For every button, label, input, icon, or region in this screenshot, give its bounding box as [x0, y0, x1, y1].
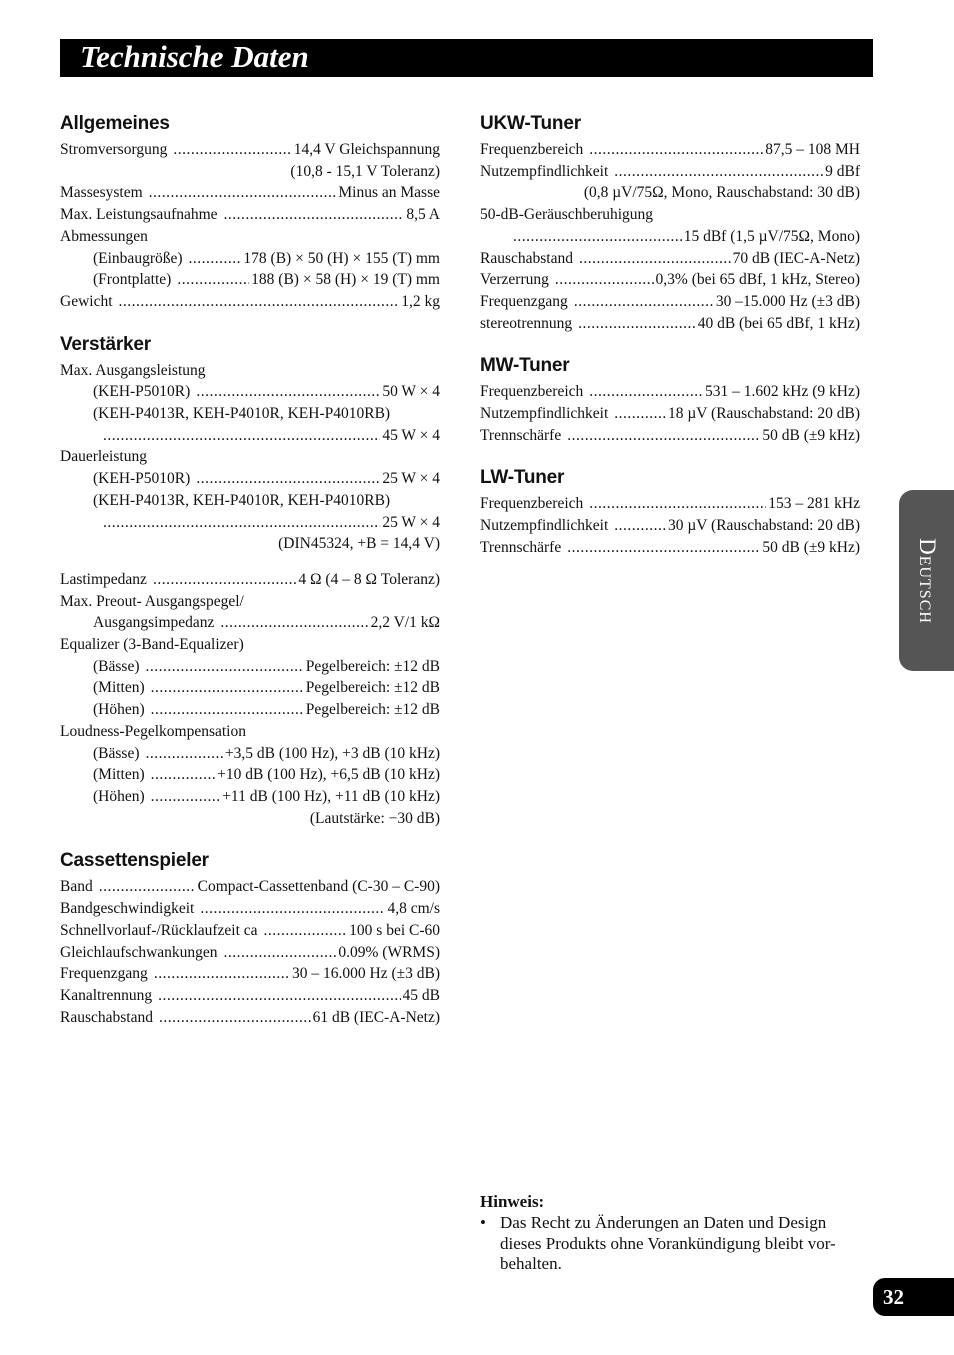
- section-lw-tuner: [480, 466, 860, 558]
- section-heading: LW-Tuner: [480, 467, 565, 489]
- spec-row: (KEH-P5010R) ..... 25 W × 4: [60, 468, 440, 490]
- spec-row: (Lautstärke: −30 dB): [309, 809, 440, 827]
- spec-row: Frequenzbereich ..... 87,5 – 108 MH: [480, 139, 860, 161]
- spec-row: (Mitten) ..... +10 dB (100 Hz), +6,5 dB (10 kHz): [60, 764, 440, 786]
- spec-row: Frequenzgang ..... 30 –15.000 Hz (±3 dB): [480, 291, 860, 313]
- spec-row: (0,8 µV/75Ω, Mono, Rauschabstand: 30 dB): [583, 184, 860, 202]
- spec-row: Bandgeschwindigkeit ..... 4,8 cm/s: [60, 898, 440, 920]
- spec-row: Gewicht ..... 1,2 kg: [60, 291, 440, 313]
- spec-row: Nutzempfindlichkeit ..... 30 µV (Rauschabstand: 20 dB): [480, 515, 860, 537]
- language-tab: [899, 490, 954, 671]
- spec-row: Trennschärfe ..... 50 dB (±9 kHz): [480, 537, 860, 559]
- title-bar: [60, 39, 873, 77]
- spec-row: Max. Preout- Ausgangspegel/: [60, 592, 244, 610]
- section-heading: UKW-Tuner: [480, 113, 581, 134]
- left-column: [60, 112, 440, 1048]
- section-heading: Verstärker: [60, 333, 151, 355]
- spec-row: (DIN45324, +B = 14,4 V): [278, 535, 440, 553]
- right-column: [480, 112, 860, 579]
- spec-row: (KEH-P4013R, KEH-P4010R, KEH-P4010RB): [93, 491, 391, 509]
- spec-row: 50-dB-Geräuschberuhigung: [480, 206, 654, 224]
- spec-row: Stromversorgung ..... 14,4 V Gleichspannung: [60, 139, 440, 161]
- spec-row: Nutzempfindlichkeit ..... 18 µV (Rauschabstand: 20 dB): [480, 403, 860, 425]
- spec-row: Equalizer (3-Band-Equalizer): [60, 636, 244, 654]
- language-tab-label: Deutsch: [914, 537, 940, 624]
- spec-row: (Bässe) ..... Pegelbereich: ±12 dB: [60, 656, 440, 678]
- spec-row: (Höhen) ..... Pegelbereich: ±12 dB: [60, 699, 440, 721]
- note-heading: Hinweis:: [480, 1192, 545, 1211]
- spec-row: Trennschärfe ..... 50 dB (±9 kHz): [480, 425, 860, 447]
- page-number: 32: [883, 1285, 904, 1309]
- spec-row: Frequenzgang ..... 30 – 16.000 Hz (±3 dB): [60, 963, 440, 985]
- page-title: Technische Daten: [80, 39, 309, 74]
- spec-row: ..... 45 W × 4: [60, 425, 440, 447]
- spec-row: (10,8 - 15,1 V Toleranz): [290, 162, 440, 180]
- spec-row: ..... 25 W × 4: [60, 512, 440, 534]
- page-number-tab: [873, 1278, 954, 1316]
- spec-row: Lastimpedanz ..... 4 Ω (4 – 8 Ω Toleranz): [60, 569, 440, 591]
- spec-row: Max. Leistungsaufnahme ..... 8,5 A: [60, 204, 440, 226]
- section-heading: Cassettenspieler: [60, 850, 209, 872]
- section-allgemeines: [60, 112, 440, 313]
- spec-row: Schnellvorlauf-/Rücklaufzeit ca ..... 100 s bei C-60: [60, 920, 440, 942]
- spec-row: stereotrennung ..... 40 dB (bei 65 dBf, 1 kHz): [480, 313, 860, 335]
- spec-row: Kanaltrennung ..... 45 dB: [60, 985, 440, 1007]
- note-item: [480, 1213, 870, 1275]
- spec-row: Nutzempfindlichkeit ..... 9 dBf: [480, 161, 860, 183]
- section-mw-tuner: [480, 354, 860, 446]
- spec-row: ..... 15 dBf (1,5 µV/75Ω, Mono): [480, 226, 860, 248]
- spec-row: (Höhen) ..... +11 dB (100 Hz), +11 dB (10 kHz): [60, 786, 440, 808]
- note-block: [480, 1191, 870, 1275]
- spec-row: (Bässe) ..... +3,5 dB (100 Hz), +3 dB (10 kHz): [60, 743, 440, 765]
- spec-row: (Mitten) ..... Pegelbereich: ±12 dB: [60, 677, 440, 699]
- spec-row: Rauschabstand ..... 61 dB (IEC-A-Netz): [60, 1007, 440, 1029]
- spec-row: (KEH-P5010R) ..... 50 W × 4: [60, 381, 440, 403]
- spec-row: Rauschabstand ..... 70 dB (IEC-A-Netz): [480, 248, 860, 270]
- spec-row: Gleichlaufschwankungen ..... 0.09% (WRMS): [60, 942, 440, 964]
- spec-row: Frequenzbereich ..... 531 – 1.602 kHz (9 kHz): [480, 381, 860, 403]
- spec-row: Massesystem ..... Minus an Masse: [60, 182, 440, 204]
- section-cassettenspieler: [60, 849, 440, 1028]
- bullet-icon: •: [480, 1213, 486, 1232]
- spec-row: Max. Ausgangsleistung: [60, 361, 206, 379]
- section-verstaerker: [60, 333, 440, 830]
- spec-row: (Frontplatte) ..... 188 (B) × 58 (H) × 19 (T) mm: [60, 269, 440, 291]
- spec-row: Band ..... Compact-Cassettenband (C-30 – C-90): [60, 876, 440, 898]
- spec-row: Loudness-Pegelkompensation: [60, 722, 246, 740]
- spec-row: Frequenzbereich ..... 153 – 281 kHz: [480, 493, 860, 515]
- spec-row: (KEH-P4013R, KEH-P4010R, KEH-P4010RB): [93, 405, 391, 423]
- note-text: Das Recht zu Änderungen an Daten und Design dieses Produkts ohne Vorankündigung bleibt vor-behalten.: [500, 1213, 836, 1273]
- spec-row: Abmessungen: [60, 227, 148, 245]
- spec-row: Ausgangsimpedanz ..... 2,2 V/1 kΩ: [60, 612, 440, 634]
- spec-row: (Einbaugröße) ..... 178 (B) × 50 (H) × 155 (T) mm: [60, 248, 440, 270]
- section-heading: MW-Tuner: [480, 355, 570, 377]
- spec-row: Dauerleistung: [60, 448, 147, 466]
- section-heading: Allgemeines: [60, 113, 170, 134]
- spec-row: Verzerrung ..... 0,3% (bei 65 dBf, 1 kHz, Stereo): [480, 269, 860, 291]
- section-ukw-tuner: [480, 112, 860, 334]
